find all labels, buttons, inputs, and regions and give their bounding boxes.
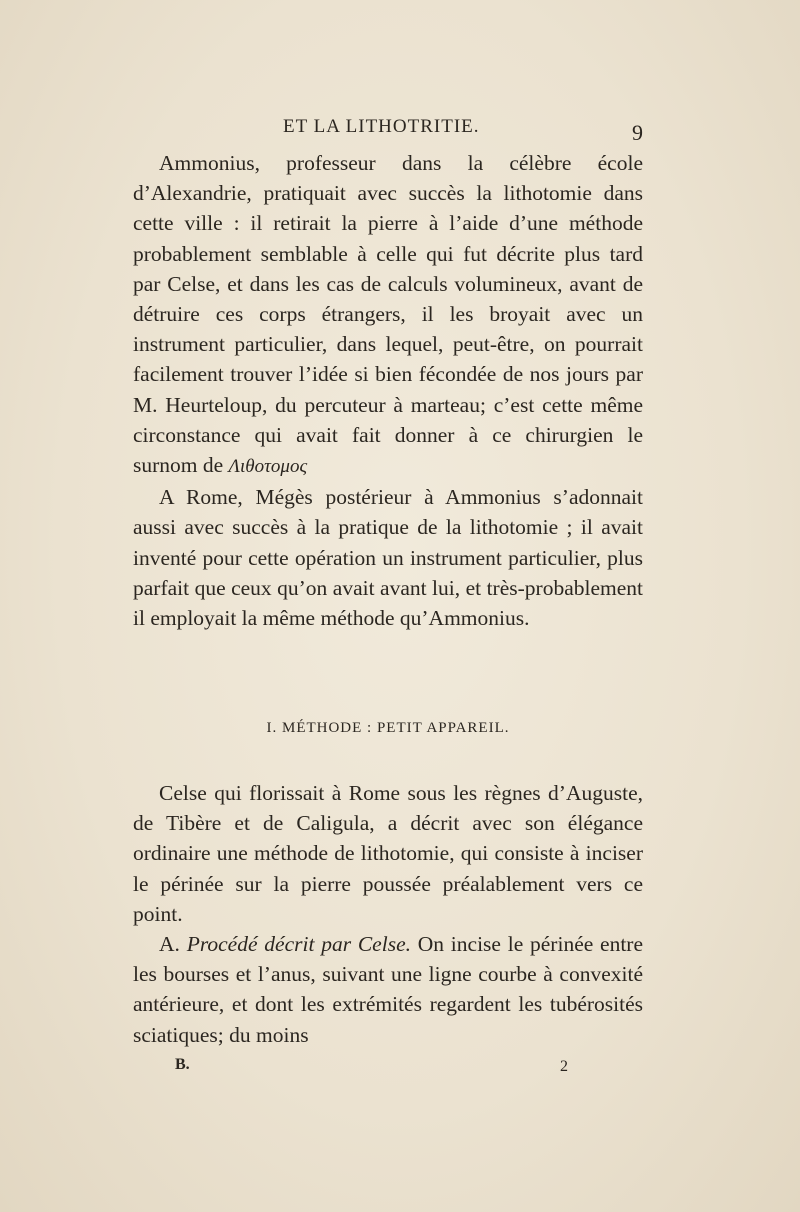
section-title: I. MÉTHODE : PETIT APPAREIL. — [266, 720, 510, 736]
signature-mark: B. — [175, 1056, 190, 1073]
paragraph-procede — [133, 929, 643, 1050]
procede-text: On incise le périnée entre les bourses et l’anus, suivant une ligne courbe à convexité antérieure, et dont les extrémités regardent les tubérosités sciatiques; du moins — [133, 932, 644, 1047]
running-title: ET LA LITHOTRITIE. — [283, 116, 480, 137]
running-head — [133, 116, 643, 146]
greek-surname: Λιθοτομος — [228, 456, 308, 478]
paragraph-meges: A Rome, Mégès postérieur à Ammonius s’adonnait aussi avec succès à la pratique de la lithotomie ; il avait inventé pour cette opération un instrument particulier, plus parfait que ceux qu’on avait avant lui, et très-probablement il employait la même méthode qu’Ammonius. — [133, 485, 643, 631]
paragraph-celse: Celse qui florissait à Rome sous les règnes d’Auguste, de Tibère et de Caligula, a décrit avec son élégance ordinaire une méthode de lithotomie, qui consiste à inciser le périnée sur la pierre poussée préalablement vers ce point. — [133, 781, 643, 926]
paragraph-ammonius-text: Ammonius, professeur dans la célèbre école d’Alexandrie, pratiquait avec succès la lithotomie dans cette ville : il retirait la pierre à l’aide d’une méthode probablement semblable à celle qui fut décrite plus tard par Celse, et dans les cas de calculs volumineux, avant de détruire ces corps étrangers, il les broyait avec un instrument particulier, dans lequel, peut-être, on pourrait facilement trouver l’idée si bien fécondée de nos jours par M. Heurteloup, du percuteur à marteau; c’est cette même circonstance qui avait fait donner à ce chirurgien le surnom de — [133, 151, 643, 478]
body-text-section — [133, 778, 643, 1050]
paragraph-ammonius — [133, 148, 643, 482]
page-number: 9 — [632, 120, 643, 145]
gathering-number: 2 — [560, 1058, 568, 1075]
procede-title: Procédé décrit par Celse. — [186, 932, 411, 957]
body-text — [133, 148, 643, 633]
procede-lead: A. — [159, 932, 180, 957]
